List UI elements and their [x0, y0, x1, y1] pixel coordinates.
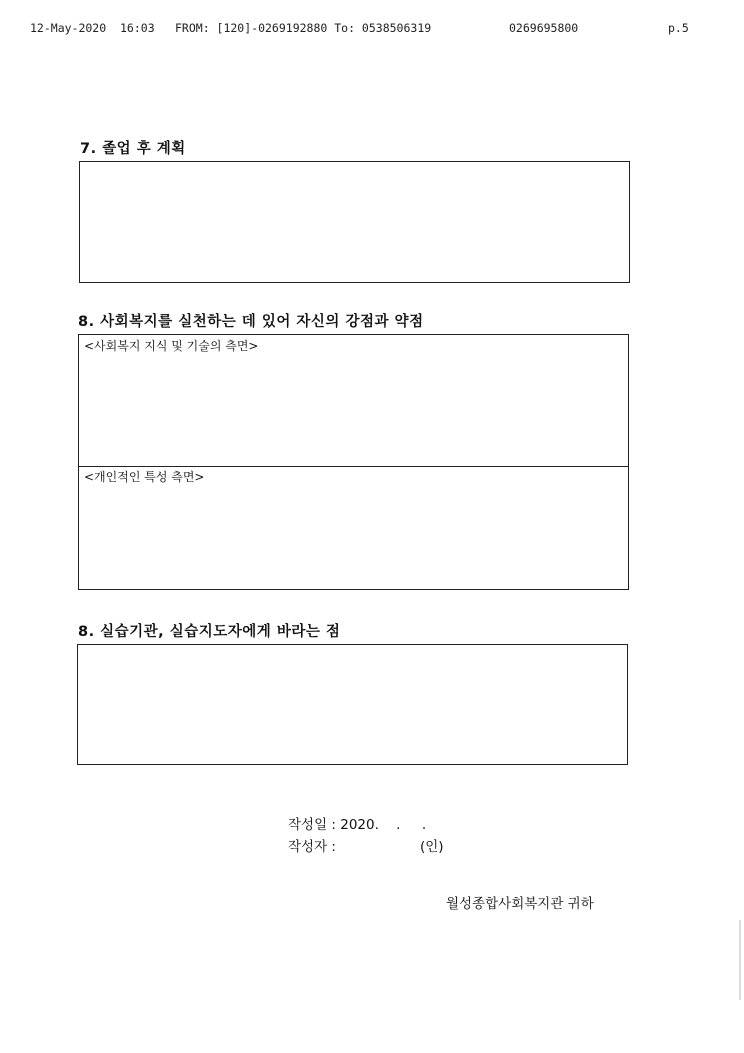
section-8a-divider: [79, 466, 628, 467]
section-8a-answer-box: [78, 334, 629, 590]
fax-from-to: FROM: [120]-0269192880 To: 0538506319: [175, 21, 432, 35]
section-8b-title: 8. 실습기관, 실습지도자에게 바라는 점: [78, 624, 341, 640]
personal-traits-label: <개인적인 특성 측면>: [84, 470, 205, 484]
author-label: 작성자 :: [288, 839, 336, 855]
written-date-label: 작성일 : 2020. . .: [288, 817, 427, 833]
knowledge-skills-label: <사회복지 지식 및 기술의 측면>: [84, 339, 259, 353]
seal-mark: (인): [420, 839, 444, 855]
scan-edge-mark: [739, 920, 741, 1000]
section-8b-answer-box[interactable]: [77, 644, 628, 765]
fax-datetime: 12-May-2020 16:03: [30, 21, 155, 35]
section-7-title: 7. 졸업 후 계획: [80, 141, 186, 157]
fax-number: 0269695800: [509, 21, 579, 35]
section-8a-title: 8. 사회복지를 실천하는 데 있어 자신의 강점과 약점: [78, 314, 424, 330]
recipient-text: 월성종합사회복지관 귀하: [446, 896, 594, 912]
fax-page-number: p.5: [668, 21, 689, 35]
section-7-answer-box[interactable]: [79, 161, 630, 283]
